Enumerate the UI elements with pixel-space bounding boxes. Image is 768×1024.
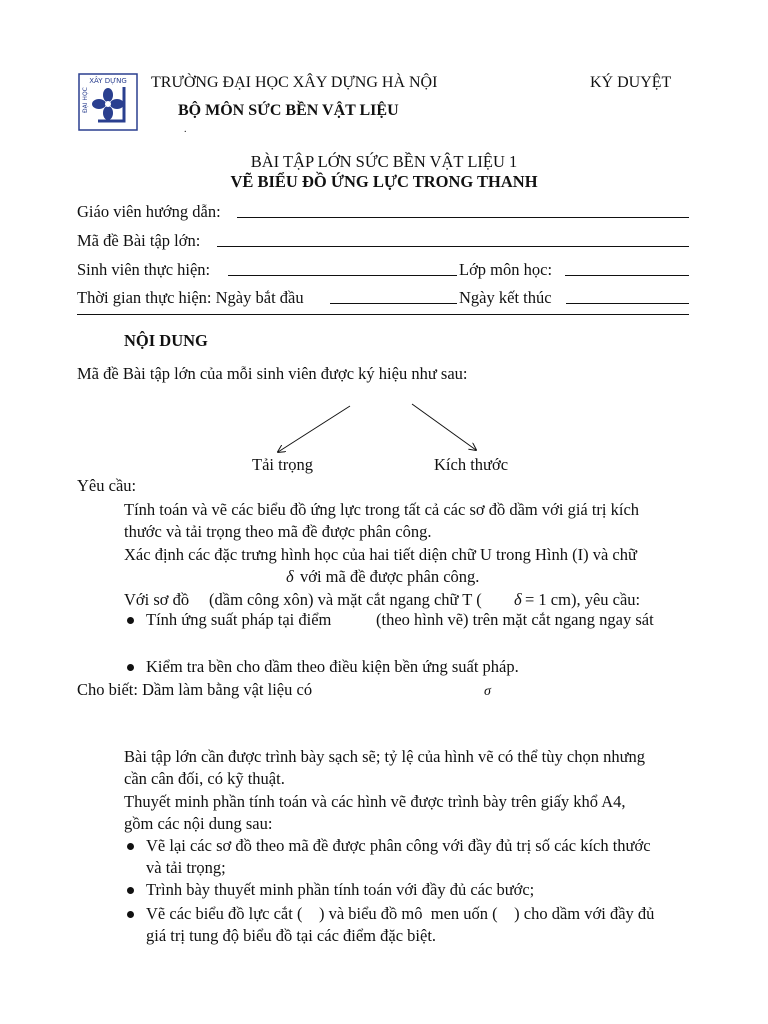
sigma-symbol: σ [484, 684, 491, 699]
presentation-line2: cần cân đối, có kỹ thuật. [124, 769, 285, 788]
item1-line1: Vẽ lại các sơ đồ theo mã đề được phân công với đầy đủ trị số các kích thước [146, 836, 651, 855]
bullet1-part-b: (theo hình vẽ) trên mặt cắt ngang ngay sát [376, 610, 654, 629]
code-label: Mã đề Bài tập lớn: [77, 231, 201, 250]
requirements-label: Yêu cầu: [77, 476, 137, 495]
req3-part-a: Với sơ đồ [124, 590, 190, 609]
class-label: Lớp môn học: [459, 260, 553, 279]
bullet-dot [127, 617, 134, 624]
dot-mark: . [184, 124, 187, 135]
req3-part-c: = 1 cm), yêu cầu: [525, 590, 641, 609]
approval-label: KÝ DUYỆT [590, 74, 672, 91]
svg-text:ĐẠI HỌC: ĐẠI HỌC [82, 87, 89, 113]
req2-line2: với mã đề được phân công. [300, 567, 480, 586]
student-label: Sinh viên thực hiện: [77, 260, 211, 279]
svg-text:XÂY DỰNG: XÂY DỰNG [89, 77, 127, 85]
end-date-label: Ngày kết thúc [459, 288, 552, 307]
req3-part-b: (dầm công xôn) và mặt cắt ngang chữ T ( [209, 590, 482, 609]
req1-line1: Tính toán và vẽ các biểu đồ ứng lực trong tất cả các sơ đồ dầm với giá trị kích [124, 500, 640, 519]
arrow-size [412, 404, 476, 450]
req2-line1: Xác định các đặc trưng hình học của hai tiết diện chữ U trong Hình (I) và chữ [124, 545, 637, 564]
bullet-dot [127, 843, 134, 850]
load-label: Tải trọng [252, 455, 313, 474]
given-text: Cho biết: Dầm làm bằng vật liệu có [77, 680, 313, 699]
code-field[interactable] [217, 246, 689, 247]
size-label: Kích thước [434, 455, 509, 474]
title-line-2: VẼ BIỂU ĐỒ ỨNG LỰC TRONG THANH [230, 172, 538, 191]
teacher-label: Giáo viên hướng dẫn: [77, 202, 221, 221]
start-date-field[interactable] [330, 303, 457, 304]
req3-delta: δ [514, 590, 522, 609]
item1-line2: và tải trọng; [146, 858, 226, 877]
bullet-dot [127, 887, 134, 894]
department-name: BỘ MÔN SỨC BỀN VẬT LIỆU [178, 102, 399, 119]
explanation-line2: gồm các nội dung sau: [124, 814, 273, 833]
bullet1-part-a: Tính ứng suất pháp tại điểm [146, 610, 332, 629]
item3-line2: giá trị tung độ biểu đồ tại các điểm đặc biệt. [146, 926, 437, 945]
arrow-load [278, 406, 350, 452]
end-date-field[interactable] [566, 303, 689, 304]
explanation-line1: Thuyết minh phần tính toán và các hình vẽ được trình bày trên giấy khổ A4, [124, 792, 626, 811]
university-logo [78, 73, 138, 131]
presentation-line1: Bài tập lớn cần được trình bày sạch sẽ; tỷ lệ của hình vẽ có thể tùy chọn nhưng [124, 747, 646, 766]
student-field[interactable] [228, 275, 457, 276]
code-arrows-diagram [270, 400, 490, 460]
section-divider [77, 314, 689, 315]
teacher-field[interactable] [237, 217, 689, 218]
class-field[interactable] [565, 275, 689, 276]
req2-delta: δ [286, 567, 294, 586]
intro-text: Mã đề Bài tập lớn của mỗi sinh viên được ký hiệu như sau: [77, 364, 468, 383]
start-date-label: Thời gian thực hiện: Ngày bắt đầu [77, 288, 304, 307]
title-line-1: BÀI TẬP LỚN SỨC BỀN VẬT LIỆU 1 [250, 152, 518, 171]
logo-emblem-icon [78, 73, 138, 131]
bullet-dot [127, 664, 134, 671]
item3-line1: Vẽ các biểu đồ lực cắt ( ) và biểu đồ mô men uốn ( ) cho dầm với đầy đủ [146, 904, 655, 923]
content-heading: NỘI DUNG [124, 331, 208, 350]
bullet2-text: Kiểm tra bền cho dầm theo điều kiện bền ứng suất pháp. [146, 657, 519, 676]
item2-text: Trình bày thuyết minh phần tính toán với đầy đủ các bước; [146, 880, 535, 899]
school-name: TRƯỜNG ĐẠI HỌC XÂY DỰNG HÀ NỘI [151, 74, 438, 91]
req1-line2: thước và tải trọng theo mã đề được phân công. [124, 522, 432, 541]
bullet-dot [127, 911, 134, 918]
